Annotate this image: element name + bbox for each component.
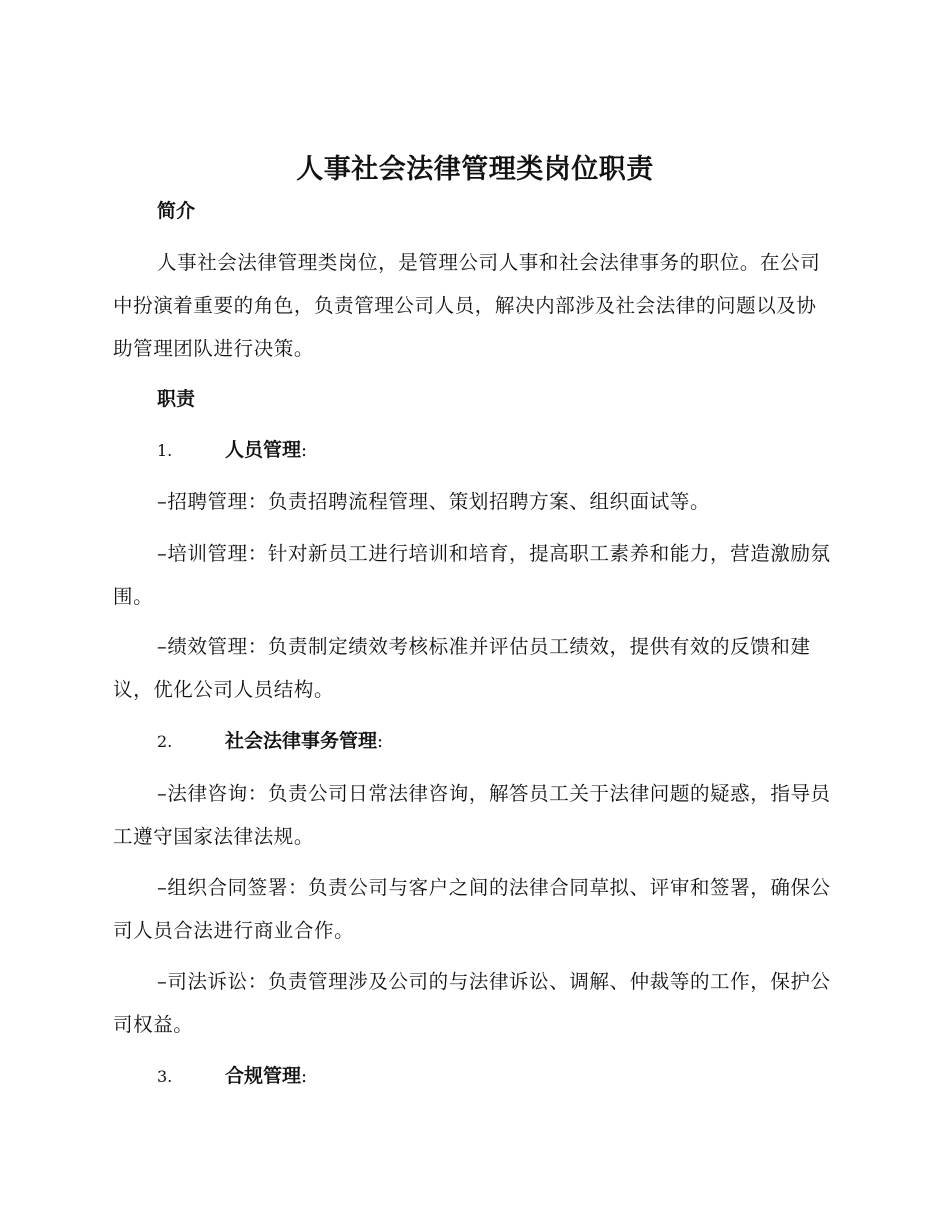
section-2-number: 2. [157,732,173,751]
section-2-heading [157,726,383,756]
section-3-label: 合规管理 [225,1065,302,1087]
intro-heading: 简介 [157,200,196,222]
section-3-heading [157,1061,307,1091]
duties-heading: 职责 [157,388,196,410]
section-2-label: 社会法律事务管理 [225,730,378,752]
section-2-colon: : [377,731,384,752]
section-3-number: 3. [157,1067,173,1086]
section-1-colon: : [301,440,308,461]
section-1-number: 1. [157,441,173,460]
list-item: –法律咨询：负责公司日常法律咨询，解答员工关于法律问题的疑惑，指导员工遵守国家法律法规。 [113,782,831,848]
intro-paragraph: 人事社会法律管理类岗位，是管理公司人事和社会法律事务的职位。在公司中扮演着重要的角色，负责管理公司人员，解决内部涉及社会法律的问题以及协助管理团队进行决策。 [113,251,821,360]
list-item: –司法诉讼：负责管理涉及公司的与法律诉讼、调解、仲裁等的工作，保护公司权益。 [113,970,831,1036]
section-1-heading [157,435,307,465]
section-3-colon: : [301,1066,308,1087]
list-item: –绩效管理：负责制定绩效考核标准并评估员工绩效，提供有效的反馈和建议，优化公司人员结构。 [113,635,811,701]
list-item: –招聘管理：负责招聘流程管理、策划招聘方案、组织面试等。 [157,490,711,513]
section-1-label: 人员管理 [225,439,302,461]
list-item: –培训管理：针对新员工进行培训和培育，提高职工素养和能力，营造激励氛围。 [113,542,831,608]
document-title: 人事社会法律管理类岗位职责 [296,154,654,185]
list-item: –组织合同签署：负责公司与客户之间的法律合同草拟、评审和签署，确保公司人员合法进行商业合作。 [113,876,831,942]
